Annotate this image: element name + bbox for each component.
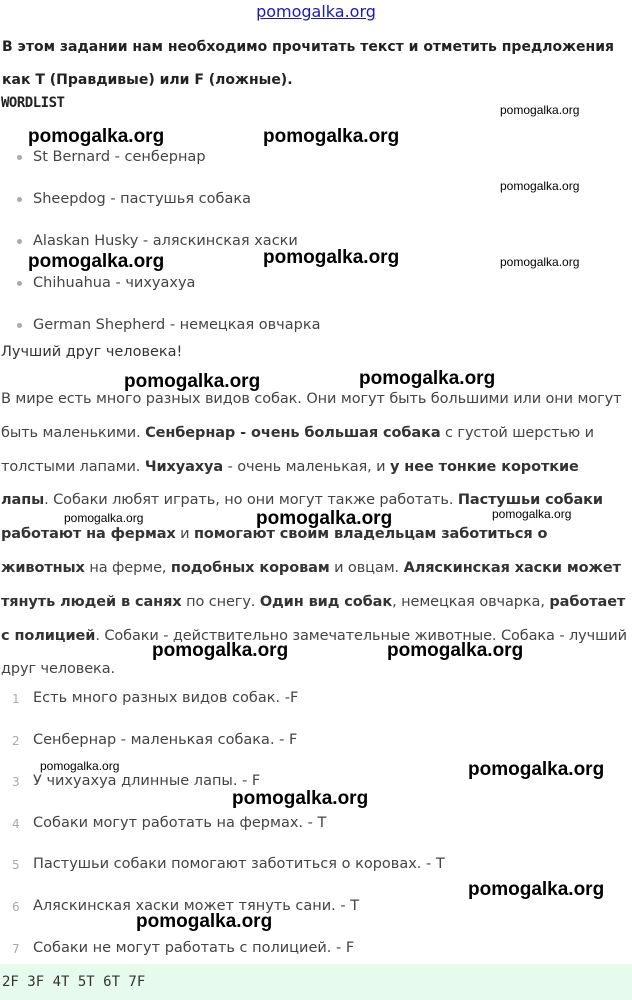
watermark: pomogalka.org [500, 103, 580, 117]
answer-item: 6 Аляскинская хаски может тянуть сани. - T [12, 897, 360, 914]
watermark: pomogalka.org [136, 911, 273, 932]
list-item: Chihuahua - чихуахуа [0, 271, 620, 313]
watermark: pomogalka.org [468, 759, 605, 780]
bullet-icon [17, 155, 22, 160]
bullet-icon [17, 239, 22, 244]
answer-item: 7 Собаки не могут работать с полицией. - F [12, 939, 355, 956]
watermark: pomogalka.org [232, 788, 369, 809]
answer-item: 1 Есть много разных видов собак. -F [12, 690, 299, 706]
watermark: pomogalka.org [359, 368, 496, 389]
watermark: pomogalka.org [28, 251, 165, 272]
bullet-icon [17, 197, 22, 202]
answers-list [0, 686, 620, 977]
answer-item: 5 Пастушьи собаки помогают заботиться о коровах. - T [12, 856, 445, 873]
list-item: Sheepdog - пастушья собака [0, 187, 620, 229]
watermark: pomogalka.org [28, 126, 165, 147]
bullet-icon [17, 281, 22, 286]
watermark: pomogalka.org [387, 640, 524, 661]
list-item: German Shepherd - немецкая овчарка [0, 313, 620, 355]
wordlist-title: WORDLIST [1, 95, 65, 111]
watermark: pomogalka.org [263, 247, 400, 268]
watermark: pomogalka.org [64, 511, 144, 525]
watermark: pomogalka.org [468, 879, 605, 900]
task-intro: В этом задании нам необходимо прочитать текст и отметить предложения как T (Правдивые) или F (ложные). [2, 39, 615, 88]
answer-item: 3 У чихуахуа длинные лапы. - F [12, 773, 261, 790]
watermark: pomogalka.org [492, 507, 572, 521]
site-link[interactable]: pomogalka.org [256, 2, 376, 21]
answer-item: 2 Сенбернар - маленькая собака. - F [12, 731, 298, 748]
watermark: pomogalka.org [152, 640, 289, 661]
story-text: В мире есть много разных видов собак. Они могут быть большими или они могут быть маленькими. Сенбернар - очень большая собака с густой шерстью и толстыми лапами. Чихуахуа - очень маленькая, и у нее тонкие короткие лапы. Собаки любят играть, но они могут также работать. Пастушьи собаки работают на фермах и помогают своим владельцам заботиться о животных на ферме, подобных коровам и овцам. Аляскинская хаски может тянуть людей в санях по снегу. Один вид собак, немецкая овчарка, работает с полицией. Собаки - действительно замечательные животные. Собака - лучший друг человека. [1, 391, 627, 678]
list-item: Alaskan Husky - аляскинская хаски [0, 229, 620, 271]
watermark: pomogalka.org [40, 759, 120, 773]
watermark: pomogalka.org [124, 371, 261, 392]
watermark: pomogalka.org [263, 126, 400, 147]
story-title: Лучший друг человека! [1, 344, 183, 360]
result-bar: 2F 3F 4T 5T 6T 7F [0, 964, 632, 1000]
watermark: pomogalka.org [500, 179, 580, 193]
watermark: pomogalka.org [256, 508, 393, 529]
answer-item: 4 Собаки могут работать на фермах. - T [12, 814, 327, 831]
bullet-icon [17, 323, 22, 328]
list-item: St Bernard - сенбернар [0, 145, 620, 187]
watermark: pomogalka.org [500, 255, 580, 269]
